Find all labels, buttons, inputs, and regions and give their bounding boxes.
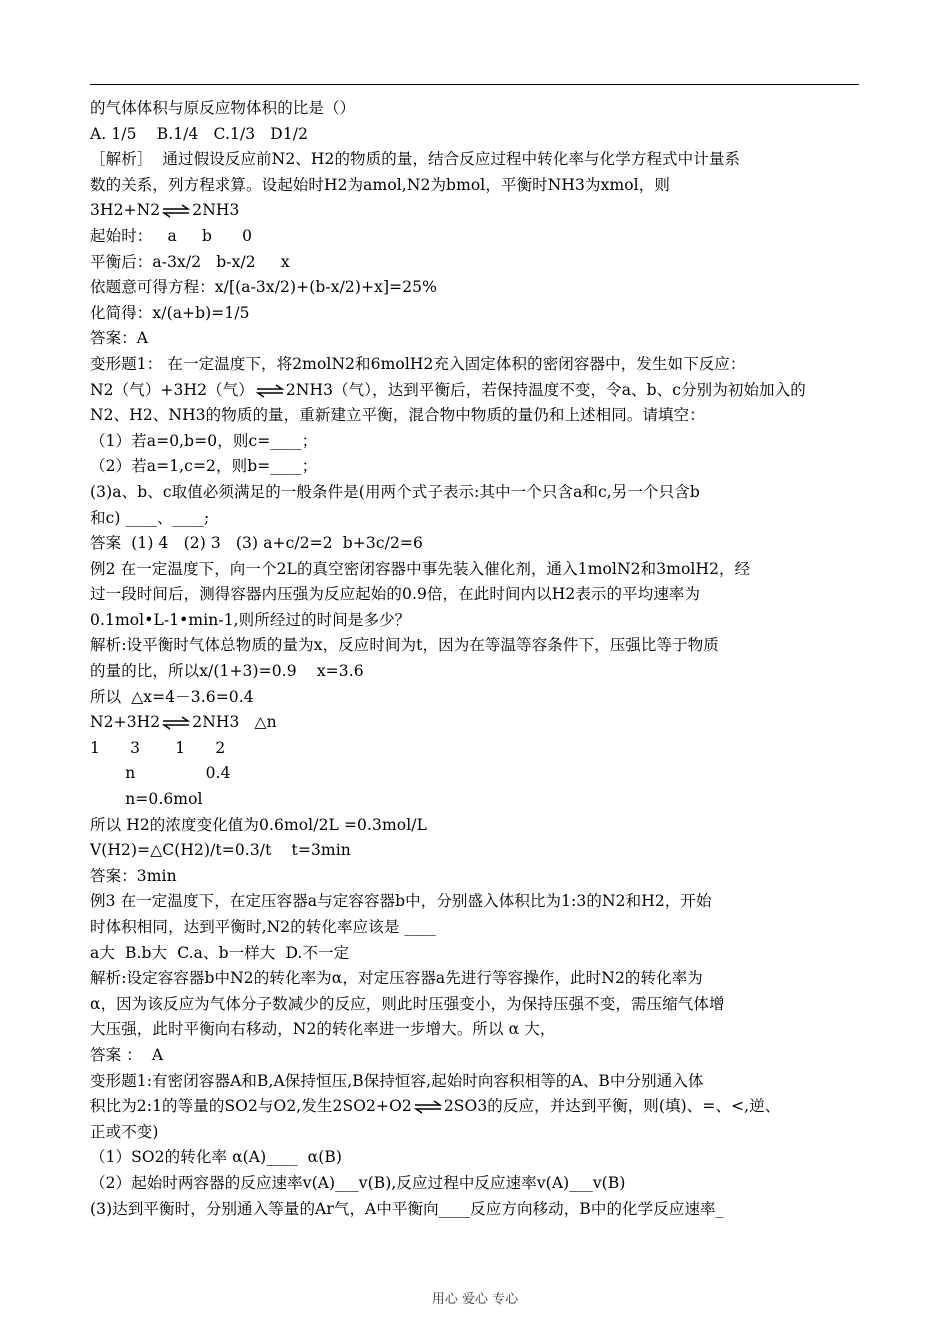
text-line: 的量的比，所以x/(1+3)=0.9 x=3.6: [90, 662, 364, 681]
text-line: 过一段时间后，测得容器内压强为反应起始的0.9倍，在此时间内以H2表示的平均速率为: [90, 585, 701, 604]
header-rule: [90, 84, 859, 85]
text-line: 所以 △x=4－3.6=0.4: [90, 687, 254, 706]
text-line: 1 3 1 2: [90, 738, 226, 757]
equilibrium-arrows-icon: [161, 204, 191, 218]
text-line: 平衡后：a-3x/2 b-x/2 x: [90, 252, 290, 271]
text-line: 和c) ____、____;: [90, 508, 210, 527]
text-line: 时体积相同，达到平衡时,N2的转化率应该是 ____: [90, 918, 436, 936]
page-footer: 用心 爱心 专心: [431, 1292, 519, 1307]
text-line: 化简得：x/(a+b)=1/5: [90, 303, 250, 322]
text-line: 例3 在一定温度下，在定压容器a与定容容器b中，分别盛入体积比为1:3的N2和H2，开始: [90, 892, 712, 911]
text-line: [90, 710, 865, 736]
text-line: （2）若a=1,c=2，则b=____；: [90, 457, 318, 476]
text-line: 解析:设平衡时气体总物质的量为x，反应时间为t，因为在等温等容条件下，压强比等于物质: [90, 636, 719, 655]
text-segment: N2+3H2: [90, 713, 161, 732]
text-line: 所以 H2的浓度变化值为0.6mol/2L =0.3mol/L: [90, 815, 427, 834]
text-segment: 2NH3: [192, 201, 240, 220]
equilibrium-arrows-icon: [161, 716, 191, 730]
text-line: 解析:设定容容器b中N2的转化率为α，对定压容器a先进行等容操作，此时N2的转化率为: [90, 969, 703, 988]
text-line: a大 B.b大 C.a、b一样大 D.不一定: [90, 943, 350, 962]
text-segment: N2（气）+3H2（气）: [90, 380, 254, 399]
text-line: 答案：3min: [90, 866, 177, 885]
text-line: n 0.4: [90, 764, 231, 783]
text-line: 0.1mol•L-1•min-1,则所经过的时间是多少？: [90, 610, 411, 629]
text-line: 变形题1： 在一定温度下，将2molN2和6molH2充入固定体积的密闭容器中，发生如下反应：: [90, 354, 746, 373]
text-line: (3)a、b、c取值必须满足的一般条件是(用两个式子表示:其中一个只含a和c,另一个只含b: [90, 482, 700, 501]
text-line: （1）若a=0,b=0，则c=____；: [90, 431, 318, 450]
text-line: 大压强，此时平衡向右移动，N2的转化率进一步增大。所以 α 大，: [90, 1020, 556, 1039]
text-line: 依题意可得方程：x/[(a-3x/2)+(b-x/2)+x]=25%: [90, 278, 437, 297]
text-line: 答案：A: [90, 329, 149, 348]
text-line: [90, 1094, 865, 1120]
text-line: ［解析］ 通过假设反应前N2、H2的物质的量，结合反应过程中转化率与化学方程式中计量系: [90, 150, 741, 169]
text-line: A. 1/5 B.1/4 C.1/3 D1/2: [90, 124, 309, 143]
text-line: （1）SO2的转化率 α(A)____ α(B): [90, 1148, 343, 1167]
text-line: N2、H2、NH3的物质的量，重新建立平衡，混合物中物质的量仍和上述相同。请填空：: [90, 406, 705, 425]
text-line: 变形题1:有密闭容器A和B,A保持恒压,B保持恒容,起始时向容积相等的A、B中分别通入体: [90, 1071, 704, 1090]
text-segment: 2SO3的反应，并达到平衡，则(填)、=、<,逆、: [443, 1097, 781, 1116]
text-line: 答案 ： A: [90, 1045, 164, 1064]
text-line: 的气体体积与原反应物体积的比是（）: [90, 99, 356, 117]
text-line: [90, 198, 865, 224]
equilibrium-arrows-icon: [413, 1100, 443, 1114]
document-body: [90, 96, 865, 1222]
text-line: 答案 (1) 4 (2) 3 (3) a+c/2=2 b+3c/2=6: [90, 534, 423, 553]
text-segment: 积比为2:1的等量的SO2与O2,发生2SO2+O2: [90, 1097, 412, 1116]
text-line: （2）起始时两容器的反应速率v(A)___v(B),反应过程中反应速率v(A)___v(B): [90, 1173, 626, 1192]
text-line: V(H2)=△C(H2)/t=0.3/t t=3min: [90, 841, 351, 860]
text-segment: 2NH3 △n: [192, 713, 277, 732]
text-line: 数的关系，列方程求算。设起始时H2为amol,N2为bmol，平衡时NH3为xmol，则: [90, 175, 670, 194]
text-line: α，因为该反应为气体分子数减少的反应，则此时压强变小，为保持压强不变，需压缩气体增: [90, 994, 725, 1013]
equilibrium-arrows-icon: [255, 384, 285, 398]
text-line: [90, 378, 865, 404]
text-line: 正或不变): [90, 1122, 159, 1141]
text-line: 起始时： a b 0: [90, 226, 253, 245]
text-segment: 3H2+N2: [90, 201, 161, 220]
text-line: 例2 在一定温度下，向一个2L的真空密闭容器中事先装入催化剂，通入1molN2和3molH2，经: [90, 559, 751, 578]
text-line: (3)达到平衡时，分别通入等量的Ar气，A中平衡向____反应方向移动，B中的化学反应速率_: [90, 1199, 724, 1218]
text-line: n=0.6mol: [90, 790, 203, 809]
text-segment: 2NH3（气），达到平衡后，若保持温度不变，令a、b、c分别为初始加入的: [285, 380, 806, 399]
